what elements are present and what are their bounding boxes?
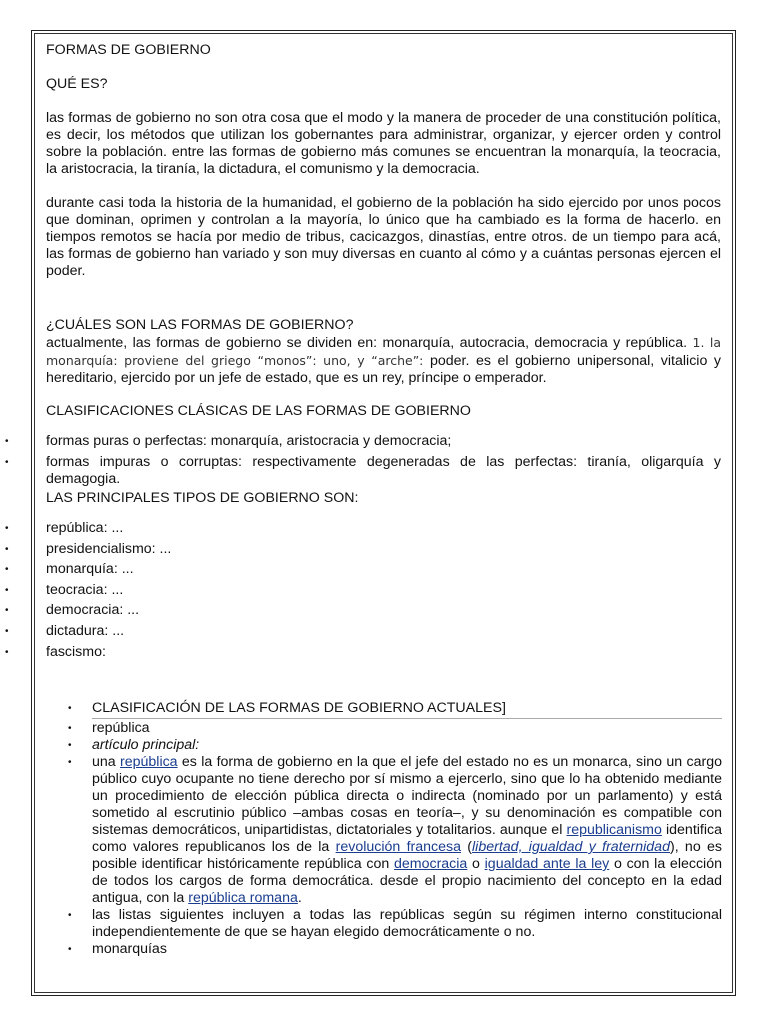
link-republica[interactable]: república <box>120 754 178 770</box>
articulo-principal: artículo principal: <box>92 737 200 753</box>
paragraph-history: durante casi toda la historia de la humanidad, el gobierno de la población ha sido ejercido por unos pocos que dominan, oprimen y controlan a la mayoría, lo único que ha cambiado es la forma de hacerlo. en tiempos remotos se hacía por medio de tribus, cacicazgos, dinastías, entre otros. de un tiempo para acá, las formas de gobierno han variado y son muy diversas en cuanto al cómo y a cuántas personas ejercen el poder. <box>46 195 721 279</box>
paragraph-definition: las formas de gobierno no son otra cosa que el modo y la manera de proceder de una constitución política, es decir, los métodos que utilizan los gobernantes para administrar, organizar, y ejercer orden y control sobre la población. entre las formas de gobierno más comunes se encuentran la monarquía, la teocracia, la aristocracia, la tiranía, la dictadura, el comunismo y la democracia. <box>46 110 721 177</box>
republica-item: república <box>92 720 150 736</box>
cuales-heading: ¿CUÁLES SON LAS FORMAS DE GOBIERNO? <box>46 317 354 333</box>
list-item <box>68 941 722 958</box>
list-item <box>68 754 722 907</box>
listas-item: las listas siguientes incluyen a todas las repúblicas según su régimen interno constitucional independientemente de que se hayan elegido democráticamente o no. <box>92 907 722 940</box>
bullet-icon: • <box>5 436 9 447</box>
list-item <box>5 433 721 450</box>
bullet-icon: • <box>68 910 72 921</box>
bullet-icon: • <box>68 757 72 768</box>
tipo-text: teocracia: ... <box>46 581 124 598</box>
document-body <box>5 42 721 664</box>
clasica-text: formas impuras o corruptas: respectivamente degeneradas de las perfectas: tiranía, oligarquía y demagogia. <box>46 454 721 487</box>
bullet-icon: • <box>5 646 9 658</box>
monarquias-item: monarquías <box>92 941 167 957</box>
list-item <box>5 520 721 537</box>
bullet-icon: • <box>5 584 9 596</box>
bullet-icon: • <box>5 625 9 637</box>
text: ), no es posible identificar históricamente república con <box>92 839 722 872</box>
list-item <box>68 737 722 754</box>
bullet-icon: • <box>5 457 9 468</box>
link-revolucion-francesa[interactable]: revolución francesa <box>335 839 461 855</box>
text: es la forma de gobierno en la que el jefe del estado no es un monarca, sino un cargo público cuyo ocupante no tiene derecho por sí mismo a ejercerlo, sino que lo ha obtenido mediante un procedimiento de elección pública directa o indirecta (nominado por un parlamento) y está sometido al escrutinio público –ambas cosas en teoría–, y su denominación es compatible con sistemas democráticos, unipartidistas, dictatoriales y totalitarios. aunque el <box>92 754 722 838</box>
list-item <box>5 622 721 640</box>
tipo-text: fascismo: <box>46 643 106 660</box>
list-item <box>5 454 721 488</box>
link-libertad-igualdad-fraternidad[interactable]: libertad, igualdad y fraternidad <box>472 839 670 855</box>
clasificaciones-heading: CLASIFICACIONES CLÁSICAS DE LAS FORMAS DE GOBIERNO <box>46 403 471 419</box>
tipos-list <box>5 520 721 661</box>
paragraph-current-forms <box>46 334 721 387</box>
bullet-icon: • <box>5 543 9 555</box>
bullet-icon: • <box>68 740 72 751</box>
actuales-heading: CLASIFICACIÓN DE LAS FORMAS DE GOBIERNO ACTUALES <box>92 700 502 716</box>
tipo-text: monarquía: ... <box>46 561 134 578</box>
tipo-text: democracia: ... <box>46 602 140 619</box>
list-item <box>68 720 722 737</box>
clasicas-list <box>5 433 721 488</box>
link-republica-romana[interactable]: república romana <box>188 890 298 906</box>
monarquia-definition-cont: poder. es el gobierno unipersonal, vitalicio y hereditario, ejercido por un jefe de estado, que es un rey, príncipe o emperador. <box>46 353 721 386</box>
link-democracia[interactable]: democracia <box>393 856 468 872</box>
text: una <box>92 754 120 770</box>
text: identifica como valores republicanos los de la <box>92 822 722 855</box>
current-forms-text: actualmente, las formas de gobierno se dividen en: monarquía, autocracia, democracia y república. <box>46 335 688 351</box>
bullet-icon: • <box>5 523 9 534</box>
principales-heading: LAS PRINCIPALES TIPOS DE GOBIERNO SON: <box>46 490 359 506</box>
text: o con la elección de todos los cargos de forma democrática. desde el propio nacimiento del concepto en la edad antigua, con la <box>92 856 722 906</box>
text: . <box>297 890 302 906</box>
tipo-text: república: ... <box>46 520 124 536</box>
tipo-text: dictadura: ... <box>46 622 125 639</box>
text: ( <box>461 839 473 855</box>
list-item <box>5 581 721 599</box>
list-item <box>5 643 721 661</box>
list-item <box>5 540 721 558</box>
bracket: ] <box>501 700 506 716</box>
bullet-icon: • <box>5 564 9 576</box>
tipo-text: presidencialismo: ... <box>46 540 172 557</box>
bullet-icon: • <box>5 605 9 617</box>
list-item <box>68 700 722 719</box>
bullet-icon: • <box>68 723 72 734</box>
link-republicanismo[interactable]: republicanismo <box>566 822 662 838</box>
monarquia-definition: 1. la monarquía: proviene del griego “monos”: uno, y “arche”: <box>46 335 721 368</box>
document-title: FORMAS DE GOBIERNO <box>46 42 211 58</box>
list-item <box>5 561 721 578</box>
que-es-heading: QUÉ ES? <box>46 76 108 92</box>
bullet-icon: • <box>68 703 72 714</box>
text: o <box>467 856 485 872</box>
actuales-list <box>68 700 722 958</box>
list-item <box>68 907 722 941</box>
bullet-icon: • <box>68 944 72 955</box>
list-item <box>5 602 721 619</box>
clasica-text: formas puras o perfectas: monarquía, aristocracia y democracia; <box>46 433 452 449</box>
link-igualdad-ante-la-ley[interactable]: igualdad ante la ley <box>484 856 610 872</box>
